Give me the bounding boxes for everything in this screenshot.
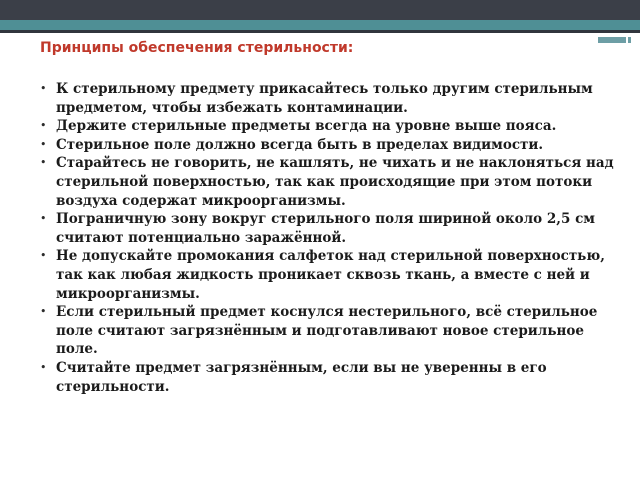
bullet-list: [38, 80, 618, 396]
bullet-item: [38, 136, 618, 155]
bullet-icon: •: [40, 212, 47, 226]
bullet-icon: •: [40, 360, 47, 374]
bullet-icon: •: [40, 119, 47, 133]
bullet-text: Старайтесь не говорить, не кашлять, не чихать и не наклоняться над стерильной поверхностью, так как происходящие при этом потоки воздуха содержат микроорганизмы.: [56, 155, 614, 209]
accent-block: [598, 37, 626, 43]
bullet-text: К стерильному предмету прикасайтесь только другим стерильным предметом, чтобы избежать контаминации.: [56, 81, 593, 116]
accent-tick: [628, 37, 631, 43]
bullet-text: Считайте предмет загрязнённым, если вы не уверенны в его стерильности.: [56, 359, 547, 395]
header-divider-strip: [0, 30, 640, 33]
bullet-item: [38, 154, 618, 210]
bullet-item: [38, 210, 618, 247]
header-teal-bar: [0, 20, 640, 30]
bullet-item: [38, 80, 618, 117]
bullet-icon: •: [40, 305, 47, 319]
bullet-text: Держите стерильные предметы всегда на уровне выше пояса.: [56, 118, 557, 135]
bullet-text: Стерильное поле должно всегда быть в пределах видимости.: [56, 136, 544, 153]
bullet-icon: •: [40, 156, 47, 170]
bullet-icon: •: [40, 137, 47, 151]
bullet-item: [38, 303, 618, 359]
bullet-item: [38, 117, 618, 136]
bullet-item: [38, 247, 618, 303]
bullet-text: Пограничную зону вокруг стерильного поля шириной около 2,5 см считают потенциально заражённой.: [56, 211, 596, 246]
bullet-text: Если стерильный предмет коснулся нестерильного, всё стерильное поле считают загрязнённым и подготавливают новое стерильное поле.: [56, 304, 598, 358]
bullet-icon: •: [40, 249, 47, 263]
bullet-icon: •: [40, 82, 47, 95]
bullet-item: [38, 359, 618, 396]
slide-title: Принципы обеспечения стерильности:: [40, 40, 354, 56]
bullet-text: Не допускайте промокания салфеток над стерильной поверхностью, так как любая жидкость проникает сквозь ткань, а вместе с ней и микроорганизмы.: [56, 248, 605, 302]
header-dark-band: [0, 0, 640, 20]
